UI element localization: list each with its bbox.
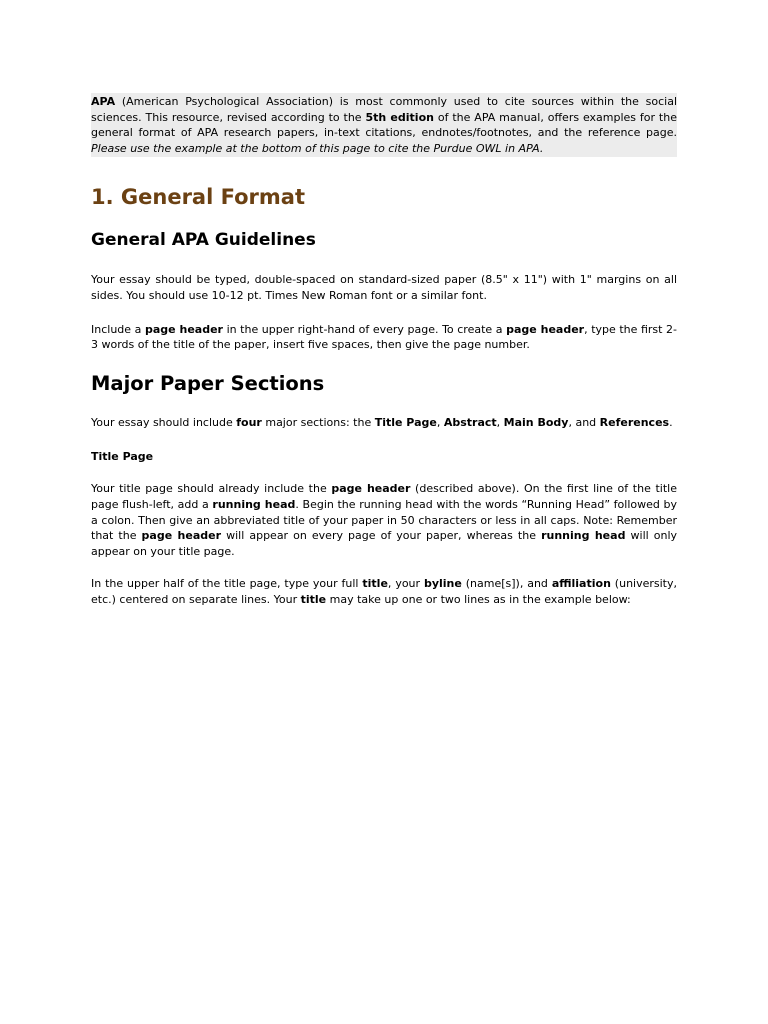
intro-text-1: (American Psychological Association) is most commonly used to cite sources within the social sciences. This resource, revised according to the	[91, 95, 677, 124]
section-title: 1. General Format	[91, 185, 305, 210]
intro-italic-note: Please use the example at the bottom of this page to cite the Purdue OWL in APA.	[91, 141, 544, 155]
tp2-bold-4: title	[300, 592, 327, 606]
guidelines-paragraph-1: Your essay should be typed, double-spaced on standard-sized paper (8.5" x 11") with 1" margins on all sides. You should use 10-12 pt. Times New Roman font or a similar font.	[91, 273, 677, 302]
tp1-text-5: will only appear on your title page.	[91, 529, 678, 558]
mp1-text-2: major sections: the	[261, 415, 375, 429]
tp1-text-3: . Begin the running head with the words “Running Head” followed by a colon. Then give an abbreviated title of your paper in 50 characters or less in all caps. Note: Remember that the	[91, 497, 678, 543]
intro-edition: 5th edition	[365, 110, 434, 124]
gp2-text-1: Include a	[91, 322, 145, 336]
title-page-heading: Title Page	[91, 450, 154, 464]
mp1-bold-1: four	[236, 415, 262, 429]
tp2-text-1: In the upper half of the title page, type your full	[91, 577, 363, 591]
mp1-text-5: , and	[568, 415, 600, 429]
major-paragraph-1	[91, 415, 677, 431]
title-page-paragraph-1	[91, 481, 677, 559]
tp2-bold-1: title	[362, 577, 388, 591]
tp2-text-5: may take up one or two lines as in the example below:	[326, 592, 631, 606]
tp2-bold-2: byline	[423, 577, 462, 591]
mp1-bold-5: References	[599, 415, 670, 429]
intro-paragraph	[91, 93, 677, 157]
tp2-text-2: , your	[387, 577, 424, 591]
gp2-bold-2: page header	[506, 322, 585, 336]
tp2-text-4: (university, etc.) centered on separate lines. Your	[91, 577, 677, 606]
mp1-text-1: Your essay should include	[91, 415, 237, 429]
tp2-text-3: (name[s]), and	[461, 577, 552, 591]
gp2-text-2: in the upper right-hand of every page. To create a	[222, 322, 507, 336]
document-page	[91, 93, 677, 608]
intro-apa: APA	[91, 95, 116, 108]
tp1-bold-3: page header	[141, 529, 222, 543]
tp1-text-4: will appear on every page of your paper, whereas the	[221, 529, 542, 543]
mp1-text-3: ,	[436, 415, 444, 429]
tp1-bold-1: page header	[331, 482, 411, 496]
major-sections-heading: Major Paper Sections	[91, 371, 325, 395]
intro-text-2: of the APA manual, offers examples for the general format of APA research papers, in-text citations, endnotes/footnotes, and the reference page.	[91, 110, 677, 140]
tp1-bold-2: running head	[212, 497, 296, 511]
title-page-paragraph-2	[91, 576, 677, 607]
tp1-bold-4: running head	[541, 529, 626, 543]
tp1-text-2: (described above). On the first line of the title page flush-left, add a	[91, 482, 677, 511]
mp1-text-6: .	[669, 415, 673, 429]
mp1-bold-4: Main Body	[503, 415, 569, 429]
mp1-bold-3: Abstract	[443, 415, 497, 429]
mp1-bold-2: Title Page	[374, 415, 437, 429]
gp2-text-3: , type the first 2-3 words of the title of the paper, insert five spaces, then give the page number.	[91, 322, 678, 352]
gp2-bold-1: page header	[144, 322, 223, 336]
tp2-bold-3: affiliation	[551, 577, 611, 591]
guidelines-paragraph-2	[91, 322, 677, 353]
guidelines-heading: General APA Guidelines	[91, 230, 316, 251]
tp1-text-1: Your title page should already include the	[91, 482, 332, 496]
mp1-text-4: ,	[496, 415, 504, 429]
